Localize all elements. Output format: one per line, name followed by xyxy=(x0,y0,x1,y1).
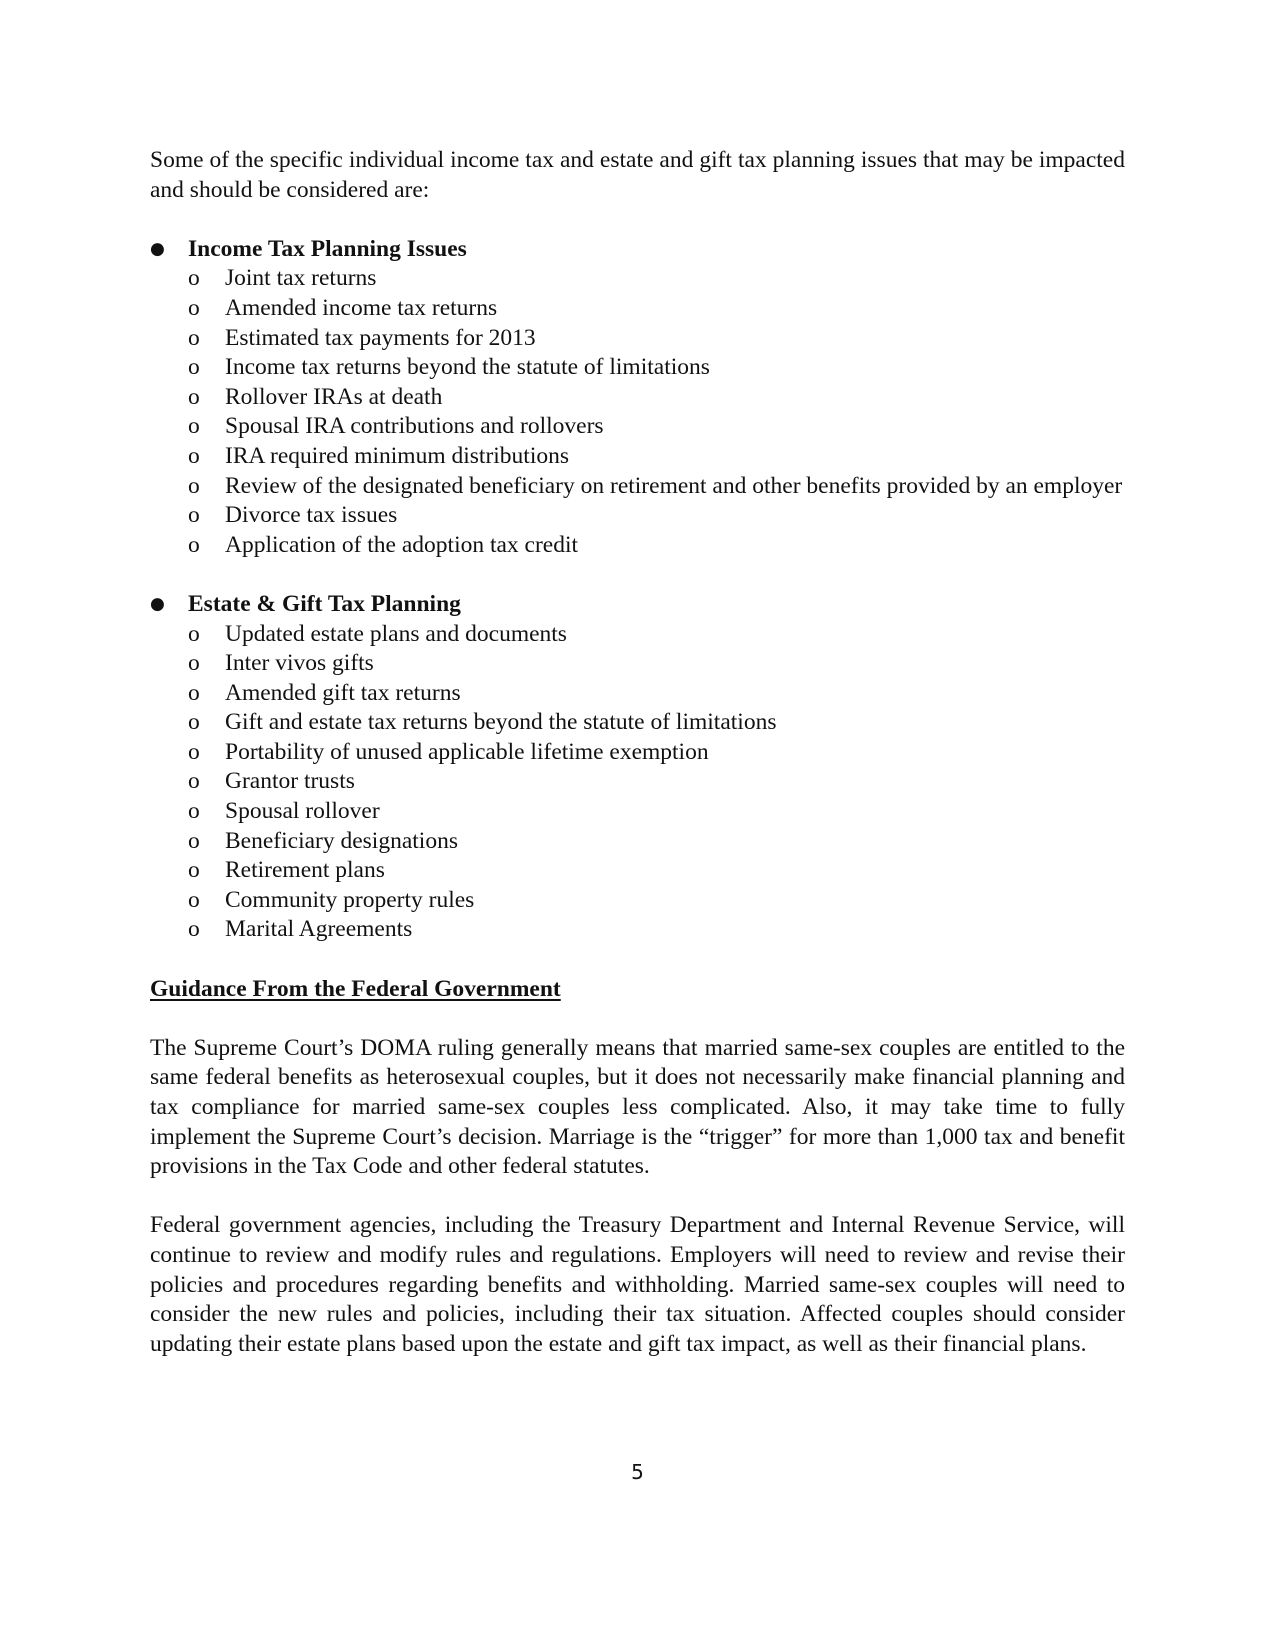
list-item xyxy=(150,324,1125,354)
list-item xyxy=(150,620,1125,650)
sub-bullet-icon: o xyxy=(188,265,200,292)
list-item-text: Rollover IRAs at death xyxy=(225,383,443,410)
sub-bullet-icon: o xyxy=(188,502,200,529)
list-item-text: Portability of unused applicable lifetime exemption xyxy=(225,738,709,765)
list-item xyxy=(150,264,1125,294)
sub-bullet-icon: o xyxy=(188,886,200,913)
list-item xyxy=(150,649,1125,679)
sub-bullet-icon: o xyxy=(188,294,200,321)
list-item xyxy=(150,442,1125,472)
bullet-icon: ● xyxy=(150,593,165,614)
list-item-text: Application of the adoption tax credit xyxy=(225,531,579,558)
list-item xyxy=(150,353,1125,383)
sub-bullet-icon: o xyxy=(188,916,200,943)
list-item xyxy=(150,708,1125,738)
spacer xyxy=(150,205,1125,235)
section-heading-estate-gift xyxy=(150,590,1125,620)
list-item-text: IRA required minimum distributions xyxy=(225,442,569,469)
section-heading-income-tax xyxy=(150,235,1125,265)
sub-bullet-icon: o xyxy=(188,827,200,854)
section-title: Income Tax Planning Issues xyxy=(188,235,467,262)
list-item-text: Income tax returns beyond the statute of limitations xyxy=(225,354,710,381)
list-item xyxy=(150,797,1125,827)
list-item-text: Grantor trusts xyxy=(225,768,355,795)
sub-bullet-icon: o xyxy=(188,354,200,381)
list-item-text: Divorce tax issues xyxy=(225,502,398,529)
list-item xyxy=(150,767,1125,797)
list-item-text: Updated estate plans and documents xyxy=(225,620,567,647)
list-item xyxy=(150,856,1125,886)
list-item xyxy=(150,827,1125,857)
bullet-icon: ● xyxy=(150,238,165,259)
list-item xyxy=(150,738,1125,768)
income-tax-list xyxy=(150,264,1125,560)
sub-bullet-icon: o xyxy=(188,442,200,469)
estate-gift-list xyxy=(150,620,1125,946)
list-item-text: Gift and estate tax returns beyond the statute of limitations xyxy=(225,709,777,736)
guidance-heading: Guidance From the Federal Government xyxy=(150,975,561,1002)
sub-bullet-icon: o xyxy=(188,768,200,795)
list-item-text: Retirement plans xyxy=(225,857,385,884)
list-item-text: Estimated tax payments for 2013 xyxy=(225,324,536,351)
spacer xyxy=(150,945,1125,975)
sub-bullet-icon: o xyxy=(188,738,200,765)
list-item xyxy=(150,294,1125,324)
body-paragraph: Federal government agencies, including the Treasury Department and Internal Revenue Service, will continue to review and modify rules and regulations. Employers will need to review and revise their policies and procedures regarding benefits and withholding. Married same-sex couples will need to consider the new rules and policies, including their tax situation. Affected couples should consider updating their estate plans based upon the estate and gift tax impact, as well as their financial plans. xyxy=(150,1212,1125,1357)
list-item xyxy=(150,412,1125,442)
list-item-text: Amended gift tax returns xyxy=(225,679,461,706)
section-title: Estate & Gift Tax Planning xyxy=(188,590,461,617)
list-item xyxy=(150,915,1125,945)
intro-paragraph: Some of the specific individual income tax and estate and gift tax planning issues that may be impacted and should be considered are: xyxy=(150,147,1125,203)
list-item xyxy=(150,472,1125,502)
list-item-text: Review of the designated beneficiary on retirement and other benefits provided by an employer xyxy=(225,472,1123,499)
income-tax-section xyxy=(150,235,1125,561)
sub-bullet-icon: o xyxy=(188,324,200,351)
list-item-text: Spousal rollover xyxy=(225,798,380,825)
sub-bullet-icon: o xyxy=(188,679,200,706)
list-item-text: Beneficiary designations xyxy=(225,827,458,854)
list-item-text: Community property rules xyxy=(225,886,475,913)
page-number: 5 xyxy=(631,1460,644,1484)
sub-bullet-icon: o xyxy=(188,798,200,825)
spacer xyxy=(150,1004,1125,1034)
list-item-text: Amended income tax returns xyxy=(225,294,498,321)
list-item xyxy=(150,886,1125,916)
list-item-text: Inter vivos gifts xyxy=(225,650,374,677)
estate-gift-section xyxy=(150,590,1125,945)
sub-bullet-icon: o xyxy=(188,709,200,736)
sub-bullet-icon: o xyxy=(188,650,200,677)
sub-bullet-icon: o xyxy=(188,413,200,440)
document-page xyxy=(150,146,1125,1359)
spacer xyxy=(150,560,1125,590)
list-item-text: Spousal IRA contributions and rollovers xyxy=(225,413,604,440)
sub-bullet-icon: o xyxy=(188,857,200,884)
list-item xyxy=(150,531,1125,561)
sub-bullet-icon: o xyxy=(188,472,200,499)
list-item xyxy=(150,501,1125,531)
list-item-text: Joint tax returns xyxy=(225,265,377,292)
body-paragraph: The Supreme Court’s DOMA ruling generally means that married same-sex couples are entitled to the same federal benefits as heterosexual couples, but it does not necessarily make financial planning and tax compliance for married same-sex couples less complicated. Also, it may take time to fully implement the Supreme Court’s decision. Marriage is the “trigger” for more than 1,000 tax and benefit provisions in the Tax Code and other federal statutes. xyxy=(150,1034,1125,1180)
sub-bullet-icon: o xyxy=(188,531,200,558)
list-item-text: Marital Agreements xyxy=(225,916,413,943)
sub-bullet-icon: o xyxy=(188,383,200,410)
spacer xyxy=(150,1182,1125,1212)
list-item xyxy=(150,383,1125,413)
sub-bullet-icon: o xyxy=(188,620,200,647)
list-item xyxy=(150,679,1125,709)
